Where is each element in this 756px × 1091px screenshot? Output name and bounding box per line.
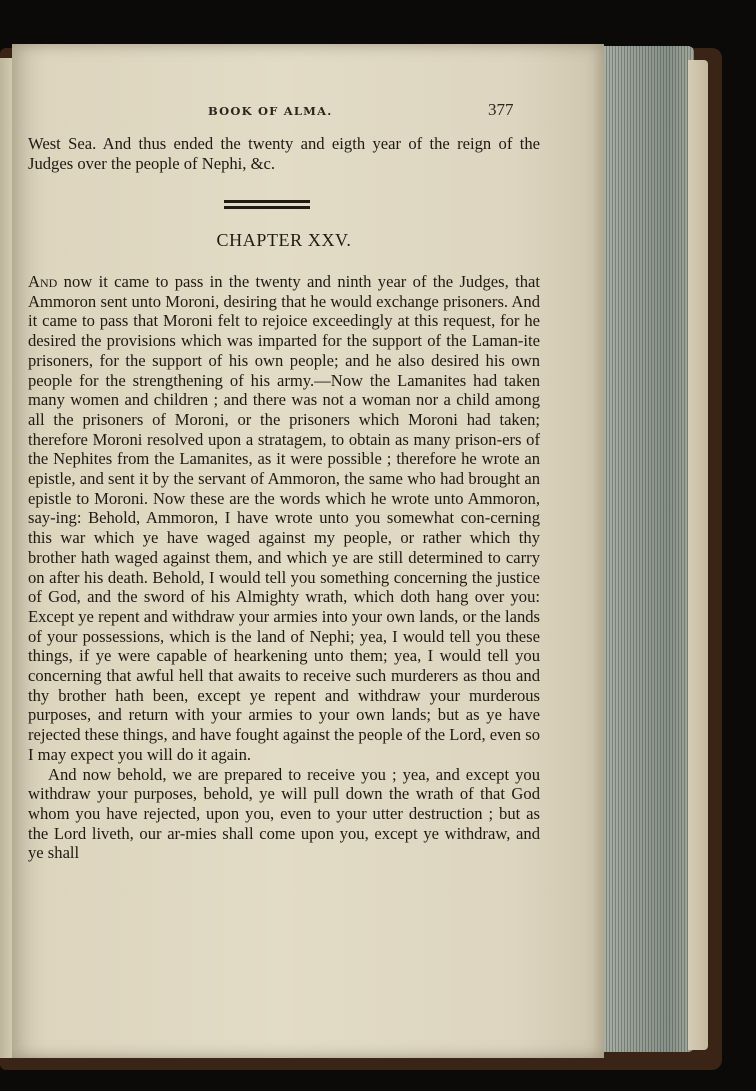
page-header	[12, 100, 604, 124]
page-block-rim	[688, 60, 708, 1050]
chapter-title: CHAPTER XXV.	[216, 230, 352, 250]
paragraph-1-text: now it came to pass in the twenty and ninth year of the Judges, that Ammoron sent unto Moroni, desiring that he would exchange prisoners. And it came to pass that Moroni felt to rejoice exceedingly at this request, for he desired the provisions which was imparted for the support of the Laman-ite prisoners, for the support of his own people; and he also desired his own people for the strengthening of his army.—Now the Lamanites had taken many women and children ; and there was not a woman nor a child among all the prisoners of Moroni, or the prisoners which Moroni had taken; therefore Moroni resolved upon a stratagem, to obtain as many prison-ers of the Nephites from the Lamanites, as it were possible ; therefore he wrote an epistle, and sent it by the servant of Ammoron, the same who had brought an epistle to Moroni. Now these are the words which he wrote unto Ammoron, say-ing: Behold, Ammoron, I have wrote unto you somewhat con-cerning this war which ye have waged against my people, or rather which thy brother hath waged against them, and which ye are still determined to carry on after his death. Behold, I would tell you something concerning the justice of God, and the sword of his Almighty wrath, which doth hang over you: Except ye repent and withdraw your armies into your own lands, or the lands of your possessions, which is the land of Nephi; yea, I would tell you these things, if ye were capable of hearkening unto them; yea, I would tell you concerning that awful hell that awaits to receive such murderers as thou and thy brother hath been, except ye repent and withdraw your murderous purposes, and return with your armies to your own lands; but as ye have rejected these things, and have fought against the people of the Lord, even so I may expect you will do it again.	[28, 272, 540, 764]
page-number: 377	[488, 100, 514, 119]
paragraph-1	[28, 272, 540, 765]
closing-text: West Sea. And thus ended the twenty and eigth year of the reign of the Judges over the people of Nephi, &c.	[28, 134, 540, 173]
paragraph-1-lead: And	[28, 272, 58, 291]
running-head: BOOK OF ALMA.	[208, 104, 333, 118]
chapter-rule-top	[224, 200, 310, 203]
paragraph-2: And now behold, we are prepared to receive you ; yea, and except you withdraw your purposes, behold, ye will pull down the wrath of that God whom you have rejected, upon you, even to your utter destruction ; but as the Lord liveth, our ar-mies shall come upon you, except ye withdraw, and ye shall	[28, 764, 540, 863]
book-page	[12, 44, 604, 1058]
chapter-rule-bottom	[224, 206, 310, 209]
page-block-edges	[594, 46, 694, 1052]
chapter-body	[28, 272, 540, 863]
